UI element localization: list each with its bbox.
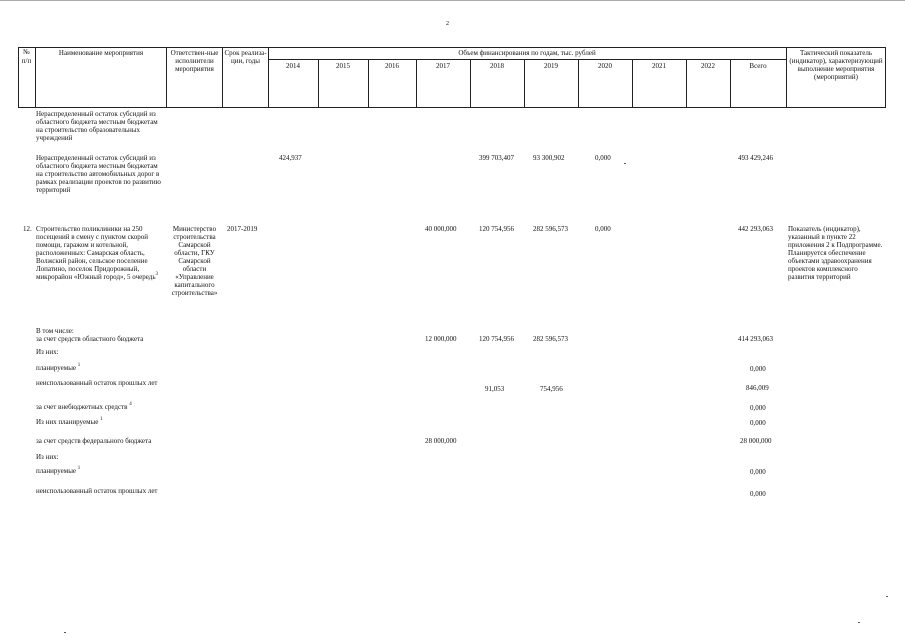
row-name-subsidy-education: Нераспределенный остаток субсидий из областного бюджета местным бюджетам на строительство образовательных учреждений	[36, 110, 158, 142]
year-2021: 2021	[652, 62, 666, 70]
cell-obl-2018: 120 754,956	[479, 335, 514, 343]
cell-extra-total: 0,000	[750, 404, 766, 412]
label-of-them-1: Из них:	[36, 348, 59, 356]
label-planned-1: планируемые $^1$	[36, 363, 81, 372]
row-indicator: Показатель (индикатор), указанный в пункте 22 приложения 2 к Подпрограмме. Планируется обеспечение объектами здравоохранения проектов комплексного развития территорий	[788, 225, 883, 281]
row-name-polyclinic: Строительство поликлиники на 250 посещений в смену с пунктом скорой помощи, гаражом и котельной, расположенных: Самарская область, Волжский район, сельское поселение Лопатино, поселок Придорожный, микрорайон «Южный город», 5 очередь$^3$	[36, 225, 159, 281]
cell-plan1-total: 0,000	[750, 365, 766, 373]
label-of-them-2: Из них:	[36, 453, 59, 461]
cell-r3-2017: 40 000,000	[425, 225, 457, 233]
scan-speck	[64, 632, 66, 633]
label-including: В том числе:	[36, 327, 74, 335]
header-finance: Объем финансирования по годам, тыс. рублей	[458, 49, 596, 57]
label-planned-2: планируемые $^1$	[36, 466, 81, 475]
cell-unused2-total: 0,000	[750, 490, 766, 498]
header-num-sub: п/п	[21, 57, 32, 65]
cell-r2-2020: 0,000	[595, 154, 611, 162]
cell-r2-total: 493 429,246	[738, 154, 773, 162]
label-regional-budget: за счет средств областного бюджета	[36, 335, 144, 343]
row-number-12: 12.	[23, 225, 32, 233]
year-2014: 2014	[286, 62, 300, 70]
year-2019: 2019	[544, 62, 558, 70]
cell-unused1-2018: 91,053	[485, 385, 505, 393]
page-number: 2	[446, 21, 449, 27]
scan-speck	[886, 596, 888, 597]
year-2020: 2020	[598, 62, 612, 70]
cell-obl-2019: 282 596,573	[533, 335, 568, 343]
header-term: Срок реализа-ции, годы	[224, 49, 267, 65]
cell-obl-2017: 12 000,000	[425, 335, 457, 343]
cell-r3-2020: 0,000	[595, 225, 611, 233]
cell-izplan-total: 0,000	[750, 419, 766, 427]
year-2018: 2018	[490, 62, 504, 70]
label-federal-budget: за счет средств федерального бюджета	[36, 437, 152, 445]
year-2022: 2022	[701, 62, 715, 70]
row-responsible: Министерство строительства Самарской области, ГКУ Самарской области «Управление капитального строительства»	[171, 225, 218, 297]
scan-speck	[624, 163, 626, 164]
cell-r3-total: 442 293,063	[738, 225, 773, 233]
header-responsible: Ответствен-ные исполнители мероприятия	[170, 49, 219, 73]
label-unused-2: неиспользованный остаток прошлых лет	[36, 487, 158, 495]
cell-unused1-total: 846,009	[746, 384, 769, 392]
label-extrabudgetary: за счет внебюджетных средств $^4$	[36, 402, 132, 411]
header-num: №	[23, 48, 30, 56]
cell-r2-2018: 399 703,407	[479, 154, 514, 162]
year-2015: 2015	[336, 62, 350, 70]
cell-obl-total: 414 293,063	[738, 335, 773, 343]
cell-r3-term: 2017-2019	[227, 225, 258, 233]
cell-r2-2014: 424,937	[279, 154, 302, 162]
header-indicator: Тактический показатель (индикатор), характеризующий выполнение мероприятия (мероприятий)	[789, 49, 883, 81]
year-total: Всего	[749, 62, 767, 70]
scan-top-edge	[0, 0, 905, 1]
cell-fed-total: 28 000,000	[740, 437, 772, 445]
label-unused-1: неиспользованный остаток прошлых лет	[36, 379, 158, 387]
cell-unused1-2019: 754,956	[540, 385, 563, 393]
cell-r3-2018: 120 754,956	[479, 225, 514, 233]
cell-plan2-total: 0,000	[750, 468, 766, 476]
row-name-subsidy-roads: Нераспределенный остаток субсидий из областного бюджета местным бюджетам на строительство автомобильных дорог в рамках реализации проектов по развитию территорий	[36, 154, 161, 194]
header-name: Наименование мероприятия	[58, 49, 144, 57]
year-2016: 2016	[385, 62, 399, 70]
scan-speck	[858, 622, 860, 623]
year-2017: 2017	[436, 62, 450, 70]
label-of-them-planned: Из них планируемые $^1$	[36, 417, 103, 426]
cell-fed-2017: 28 000,000	[425, 437, 457, 445]
cell-r3-2019: 282 596,573	[533, 225, 568, 233]
cell-r2-2019: 93 300,902	[533, 154, 565, 162]
